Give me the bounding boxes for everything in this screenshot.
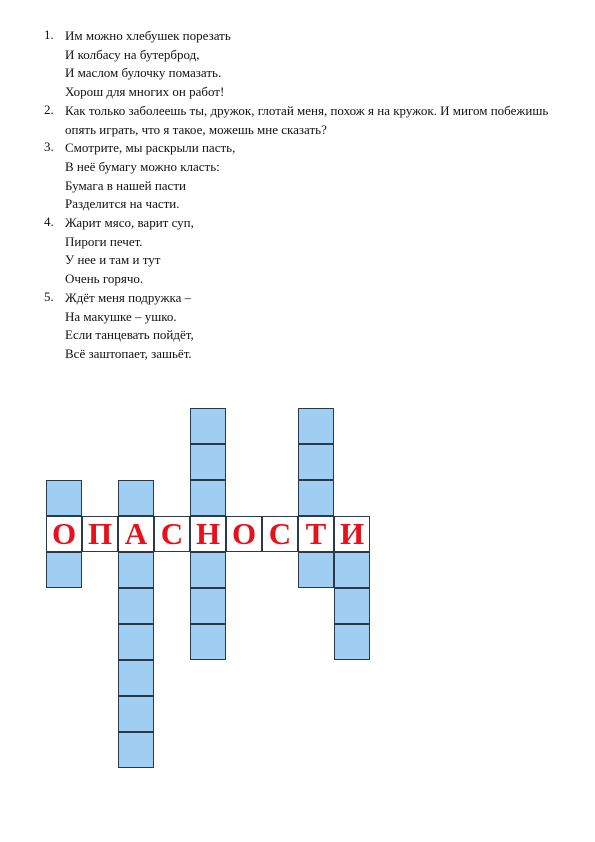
keyword-cell[interactable]: И xyxy=(334,516,370,552)
riddle-line: Пироги печет. xyxy=(65,233,143,249)
riddle-line: На макушке – ушко. xyxy=(65,308,177,324)
riddle-line: Как только заболеешь ты, дружок, глотай меня, похож я на кружок. И мигом побежишь опять играть, что я такое, можешь мне сказать? xyxy=(65,102,549,137)
crossword-cell[interactable] xyxy=(118,660,154,696)
riddle-line: И маслом булочку помазать. xyxy=(65,65,222,81)
crossword-cell[interactable] xyxy=(46,552,82,588)
riddle-line: У нее и там и тут xyxy=(65,252,161,268)
keyword-cell[interactable]: С xyxy=(154,516,190,552)
crossword-cell[interactable] xyxy=(190,444,226,480)
crossword-cell[interactable] xyxy=(190,408,226,444)
riddle-line: Им можно хлебушек порезать xyxy=(65,28,231,43)
riddle-number: 1. xyxy=(44,27,54,42)
keyword-cell[interactable]: О xyxy=(226,516,262,552)
riddle-line: И колбасу на бутерброд, xyxy=(65,46,200,62)
crossword-cell[interactable] xyxy=(118,552,154,588)
keyword-cell[interactable]: Н xyxy=(190,516,226,552)
crossword-cell[interactable] xyxy=(118,588,154,624)
crossword-cell[interactable] xyxy=(190,588,226,624)
crossword-cell[interactable] xyxy=(334,552,370,588)
crossword-cell[interactable] xyxy=(118,732,154,768)
crossword-cell[interactable] xyxy=(298,480,334,516)
crossword-cell[interactable] xyxy=(118,624,154,660)
keyword-cell[interactable]: С xyxy=(262,516,298,552)
crossword-cell[interactable] xyxy=(46,480,82,516)
keyword-cell[interactable]: А xyxy=(118,516,154,552)
riddle-line: Жарит мясо, варит суп, xyxy=(65,215,194,231)
riddle-line: Хорош для многих он работ! xyxy=(65,84,225,100)
riddle-line: Всё заштопает, зашьёт. xyxy=(65,345,192,361)
crossword-cell[interactable] xyxy=(298,408,334,444)
crossword-cell[interactable] xyxy=(298,444,334,480)
riddle-line: Бумага в нашей пасти xyxy=(65,177,186,193)
riddle-number: 3. xyxy=(44,139,54,155)
keyword-cell[interactable]: П xyxy=(82,516,118,552)
riddle-line: Ждёт меня подружка – xyxy=(65,289,192,305)
riddle-number: 5. xyxy=(44,288,54,304)
crossword-cell[interactable] xyxy=(298,552,334,588)
riddle-line: Разделится на части. xyxy=(65,196,180,212)
crossword-cell[interactable] xyxy=(190,480,226,516)
keyword-cell[interactable]: Т xyxy=(298,516,334,552)
riddle-line: Если танцевать пойдёт, xyxy=(65,327,194,343)
crossword-cell[interactable] xyxy=(334,588,370,624)
crossword-cell[interactable] xyxy=(118,696,154,732)
riddle-line: Очень горячо. xyxy=(65,271,144,287)
crossword-cell[interactable] xyxy=(190,552,226,588)
riddle-line: Смотрите, мы раскрыли пасть, xyxy=(65,140,236,156)
riddle-line: В неё бумагу можно класть: xyxy=(65,158,220,174)
crossword-cell[interactable] xyxy=(118,480,154,516)
keyword-cell[interactable]: О xyxy=(46,516,82,552)
riddle-number: 2. xyxy=(44,101,54,117)
crossword-cell[interactable] xyxy=(334,624,370,660)
crossword-cell[interactable] xyxy=(190,624,226,660)
riddle-number: 4. xyxy=(44,214,54,230)
